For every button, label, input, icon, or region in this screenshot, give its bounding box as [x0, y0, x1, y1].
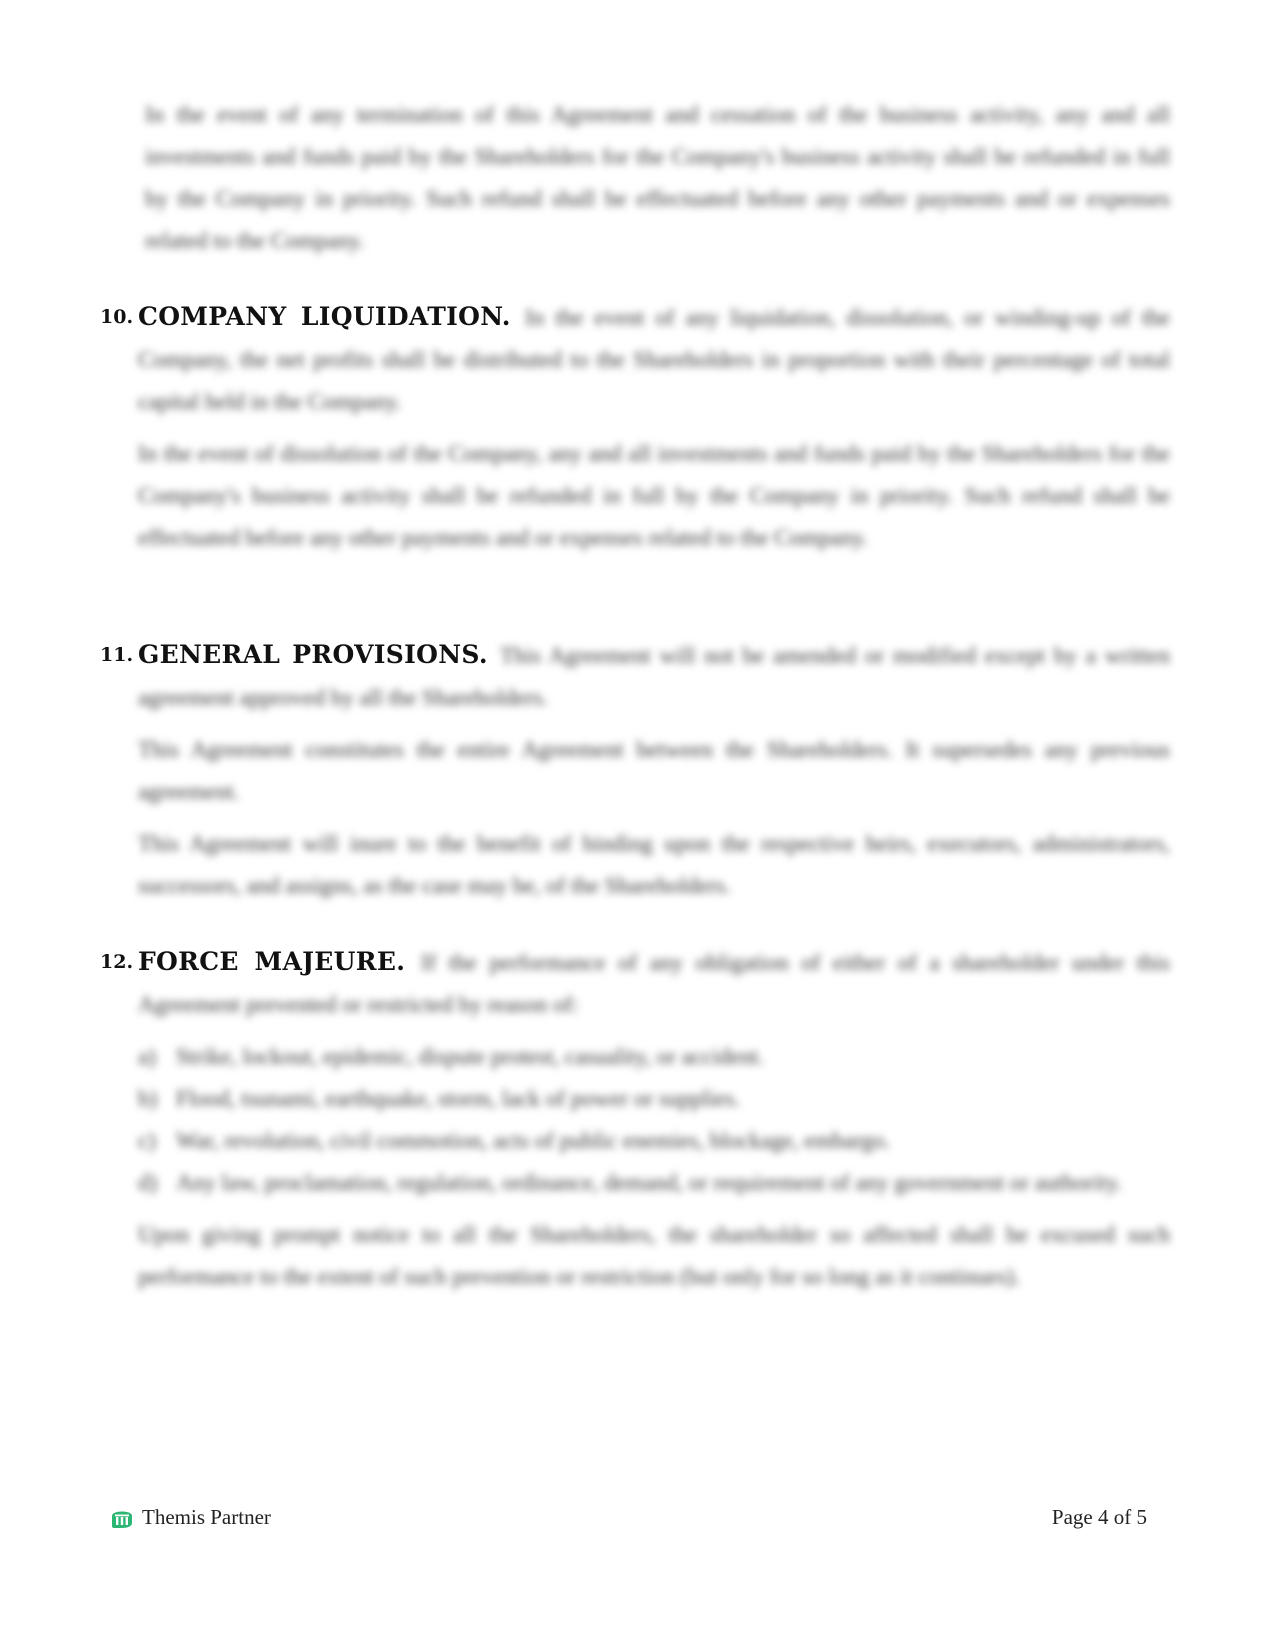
list-marker: b) [138, 1086, 158, 1111]
brand-name: Themis Partner [142, 1505, 271, 1529]
section-lead-text: This Agreement will not be amended or modified except by a written agreement approved by all the Shareholders. [138, 643, 1170, 710]
list-marker: d) [138, 1170, 158, 1195]
list-marker: c) [138, 1128, 156, 1153]
section-number: 11. [100, 644, 134, 666]
list-item [138, 1120, 1170, 1162]
list-item-text: Any law, proclamation, regulation, ordinance, demand, or requirement of any government or authority. [176, 1170, 1123, 1195]
section-paragraph: This Agreement will inure to the benefit of binding upon the respective heirs, executors, administrators, successors, and assigns, as the case may be, of the Shareholders. [138, 831, 1170, 898]
list-marker: a) [138, 1044, 156, 1069]
section-number: 10. [100, 306, 134, 328]
themis-pillar-logo-icon [110, 1507, 134, 1529]
list-item [138, 1036, 1170, 1078]
section-11 [100, 634, 1170, 907]
list-item [138, 1162, 1170, 1204]
footer-brand [110, 1505, 271, 1530]
section-lead-text: If the performance of any obligation of either of a shareholder under this Agreement prevented or restricted by reason of: [138, 950, 1170, 1017]
list-item-text: War, revolution, civil commotion, acts of public enemies, blockage, embargo. [176, 1128, 891, 1153]
section-title: COMPANY LIQUIDATION. [138, 302, 526, 331]
section-title: FORCE MAJEURE. [138, 947, 421, 976]
section-12 [100, 941, 1170, 1298]
section-closing-paragraph: Upon giving prompt notice to all the Shareholders, the shareholder so affected shall be excused such performance to the extent of such prevention or restriction (but only for so long as it continues). [138, 1222, 1170, 1289]
section-paragraph: This Agreement constitutes the entire Agreement between the Shareholders. It supersedes any previous agreement. [138, 737, 1170, 804]
section-10 [100, 296, 1170, 559]
force-majeure-list [100, 1036, 1170, 1204]
list-item-text: Strike, lockout, epidemic, dispute protest, casuality, or accident. [176, 1044, 765, 1069]
list-item-text: Flood, tsunami, earthquake, storm, lack of power or supplies. [176, 1086, 741, 1111]
section-paragraph: In the event of dissolution of the Company, any and all investments and funds paid by the Shareholders for the Company's business activity shall be refunded in full by the Company in priority. Such refund shall be effectuated before any other payments and or expenses related to the Company. [138, 441, 1170, 550]
section-lead-text: In the event of any liquidation, dissolution, or winding-up of the Company, the net profits shall be distributed to the Shareholders in proportion with their percentage of total capital held in the Company. [138, 305, 1170, 414]
section-number: 12. [100, 951, 134, 973]
page-number: Page 4 of 5 [1051, 1505, 1147, 1529]
intro-paragraph: In the event of any termination of this Agreement and cessation of the business activity, any and all investments and funds paid by the Shareholders for the Company's business activity shall be refunded in full by the Company in priority. Such refund shall be effectuated before any other payments and or expenses related to the Company. [145, 102, 1170, 253]
list-item [138, 1078, 1170, 1120]
section-title: GENERAL PROVISIONS. [138, 640, 500, 669]
